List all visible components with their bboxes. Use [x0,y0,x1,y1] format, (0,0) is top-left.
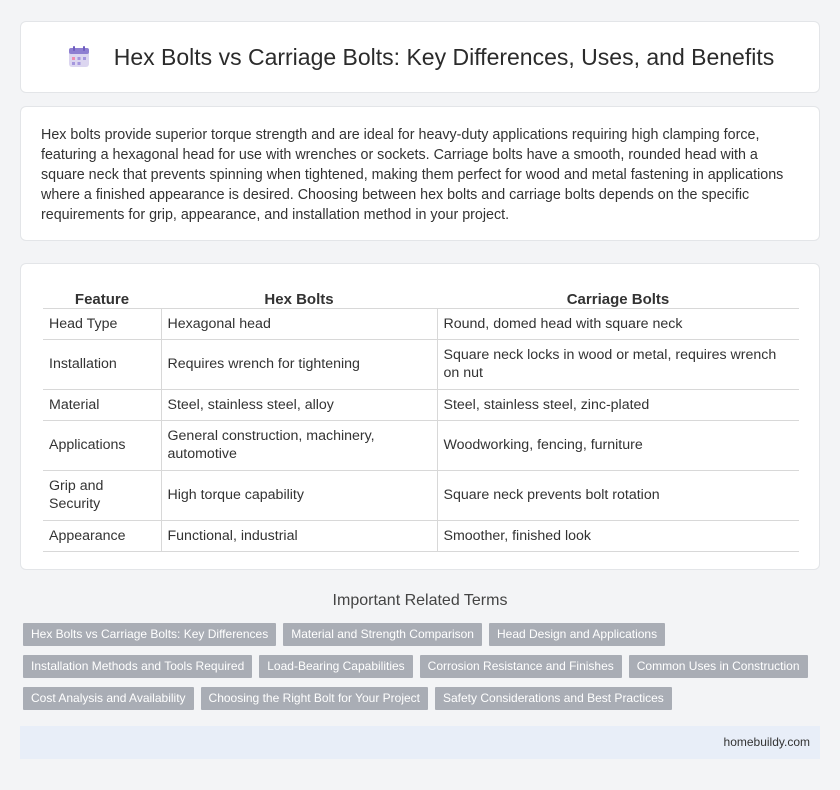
table-cell: Material [43,389,161,420]
header-feature: Feature [43,286,161,308]
footer [20,726,820,759]
table-cell: Applications [43,420,161,470]
table-cell: Round, domed head with square neck [437,308,799,339]
comparison-table-card [20,263,820,570]
intro-paragraph: Hex bolts provide superior torque strength and are ideal for heavy-duty applications requiring high clamping force, featuring a hexagonal head for use with wrenches or sockets. Carriage bolts have a smooth, rounded head with a square neck that prevents spinning when tightened, making them perfect for wood and metal fastening in applications where a finished appearance is desired. Choosing between hex bolts and carriage bolts depends on the specific requirements for grip, appearance, and installation method in your project. [41,127,784,223]
table-row [43,420,799,470]
related-term-tag[interactable]: Load-Bearing Capabilities [259,655,412,678]
tag-row [23,655,823,678]
related-term-tag[interactable]: Material and Strength Comparison [283,623,482,646]
table-row [43,339,799,389]
page-title [66,44,774,71]
tag-row [23,687,823,710]
table-cell: Steel, stainless steel, alloy [161,389,437,420]
comparison-table [43,286,799,552]
table-row [43,389,799,420]
table-cell: Installation [43,339,161,389]
table-cell: Steel, stainless steel, zinc-plated [437,389,799,420]
related-term-tag[interactable]: Safety Considerations and Best Practices [435,687,672,710]
table-cell: Functional, industrial [161,520,437,551]
related-terms-tags [23,623,823,719]
table-row [43,520,799,551]
table-cell: Square neck prevents bolt rotation [437,470,799,520]
page-title-text: Hex Bolts vs Carriage Bolts: Key Differences, Uses, and Benefits [113,43,775,70]
header-hex-bolts: Hex Bolts [161,286,437,308]
related-term-tag[interactable]: Common Uses in Construction [629,655,808,678]
table-cell: Smoother, finished look [437,520,799,551]
table-cell: High torque capability [161,470,437,520]
related-term-tag[interactable]: Head Design and Applications [489,623,665,646]
table-cell: Woodworking, fencing, furniture [437,420,799,470]
table-row [43,470,799,520]
intro-card [20,106,820,241]
related-term-tag[interactable]: Choosing the Right Bolt for Your Project [201,687,428,710]
table-cell: Head Type [43,308,161,339]
table-cell: Grip and Security [43,470,161,520]
table-cell: General construction, machinery, automotive [161,420,437,470]
table-cell: Requires wrench for tightening [161,339,437,389]
calendar-icon [66,44,92,70]
footer-site-link[interactable]: homebuildy.com [723,735,810,749]
related-term-tag[interactable]: Cost Analysis and Availability [23,687,194,710]
tag-row [23,623,823,646]
related-term-tag[interactable]: Hex Bolts vs Carriage Bolts: Key Differences [23,623,276,646]
related-term-tag[interactable]: Installation Methods and Tools Required [23,655,252,678]
table-cell: Hexagonal head [161,308,437,339]
table-row [43,308,799,339]
table-cell: Square neck locks in wood or metal, requires wrench on nut [437,339,799,389]
table-header-row [43,286,799,308]
table-cell: Appearance [43,520,161,551]
related-terms-title: Important Related Terms [332,592,508,609]
header-carriage-bolts: Carriage Bolts [437,286,799,308]
title-card [20,21,820,93]
related-term-tag[interactable]: Corrosion Resistance and Finishes [420,655,622,678]
